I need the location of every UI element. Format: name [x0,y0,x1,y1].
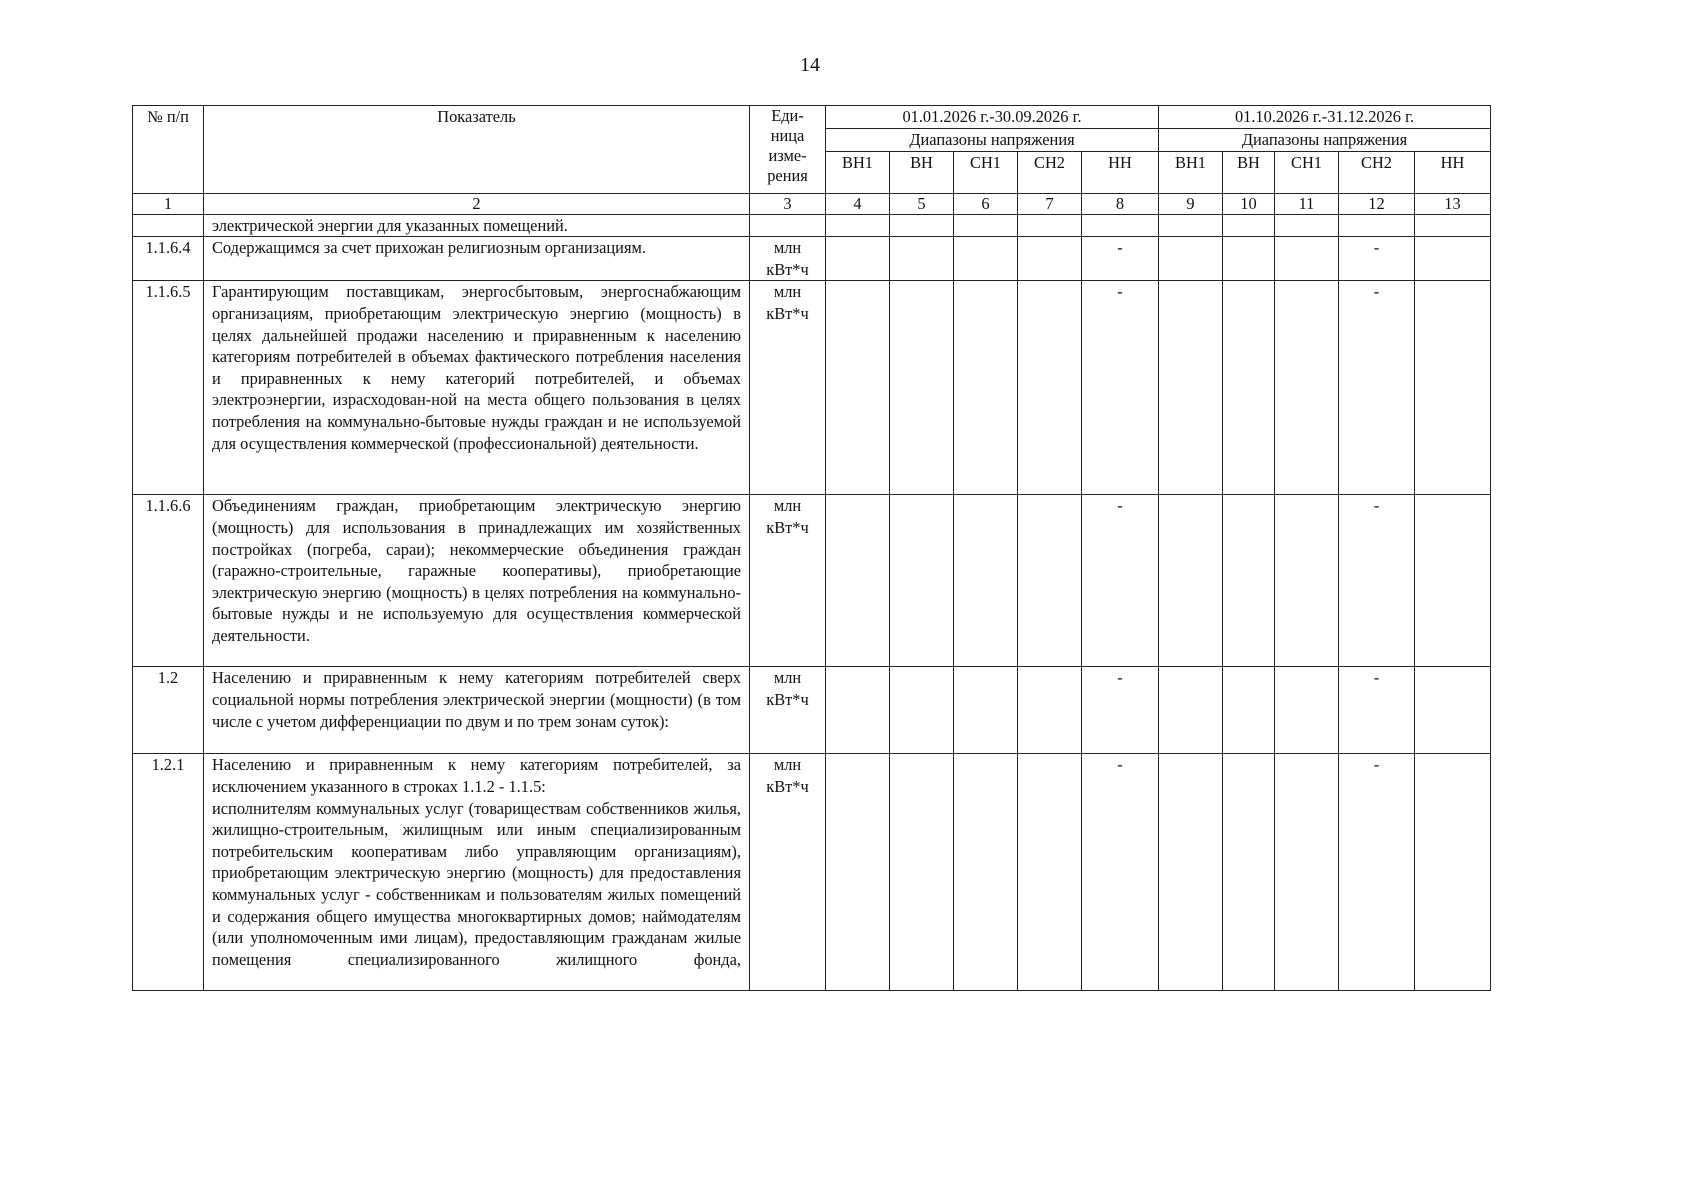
row-number: 1.2.1 [133,754,204,991]
header-ranges-2: Диапазоны напряжения [1159,129,1491,152]
value-cell: - [1082,281,1159,495]
table-cell-empty [954,281,1018,495]
table-row [133,237,1491,281]
table-cell-empty [954,495,1018,667]
header-period-2: 01.10.2026 г.-31.12.2026 г. [1159,106,1491,129]
row-indicator-para: Населению и приравненным к нему категориям потребителей, за исключением указанного в строках 1.1.2 - 1.1.5: [212,755,741,796]
table-cell-empty [1018,667,1082,754]
page-number: 14 [800,54,820,76]
header-voltage: СН2 [1339,151,1415,193]
unit-line: кВт*ч [766,303,809,323]
table-cell-empty [1275,237,1339,281]
header-ranges-1: Диапазоны напряжения [826,129,1159,152]
table-cell-empty [1415,667,1491,754]
column-number: 12 [1339,193,1415,214]
table-cell-empty [1018,214,1082,237]
table-cell-empty [1275,214,1339,237]
table-cell-empty [890,495,954,667]
table-cell-empty [954,754,1018,991]
header-num: № п/п [133,106,204,194]
header-unit-line: рения [767,166,808,185]
row-unit [750,754,826,991]
row-indicator: Объединениям граждан, приобретающим электрическую энергию (мощность) для использования в принадлежащих им хозяйственных постройках (погреба, сараи); некоммерческие объединения граждан (гаражно-строительные, гаражные кооперативы), приобретающие электрическую энергию (мощность) в целях потребления на коммунально-бытовые нужды и не используемую для осуществления коммерческой деятельности. [204,495,750,667]
header-voltage: ВН1 [826,151,890,193]
header-voltage: НН [1082,151,1159,193]
row-indicator [204,754,750,991]
column-number: 8 [1082,193,1159,214]
value-cell: - [1339,495,1415,667]
table-cell-empty [1018,754,1082,991]
table-cell-empty [1275,495,1339,667]
row-number: 1.1.6.6 [133,495,204,667]
table-cell-empty [1223,237,1275,281]
header-unit-line: Еди- [771,106,804,125]
unit-line: млн [773,496,802,516]
table-cell-empty [1223,214,1275,237]
row-number: 1.1.6.5 [133,281,204,495]
column-number: 1 [133,193,204,214]
table-row [133,281,1491,495]
unit-line: кВт*ч [766,517,809,537]
table-cell-empty [1415,754,1491,991]
table-cell-empty [890,667,954,754]
table-cell-empty [133,214,204,237]
row-unit [750,237,826,281]
table-cell-empty [1159,281,1223,495]
table-cell-empty [954,214,1018,237]
column-number: 3 [750,193,826,214]
column-number: 2 [204,193,750,214]
column-numbers-row [133,193,1491,214]
table-cell-empty [826,214,890,237]
row-indicator: Населению и приравненным к нему категориям потребителей сверх социальной нормы потребления электрической энергии (мощности) (в том числе с учетом дифференциации по двум и по трем зонам суток): [204,667,750,754]
table-cell-empty [890,281,954,495]
tariff-table [132,105,1491,991]
value-cell: - [1082,667,1159,754]
unit-line: млн [773,755,802,775]
column-number: 7 [1018,193,1082,214]
value-cell: - [1082,495,1159,667]
header-unit-line: ница [770,126,805,145]
row-unit [750,281,826,495]
row-unit [750,667,826,754]
column-number: 5 [890,193,954,214]
table-cell-empty [1159,495,1223,667]
header-voltage: НН [1415,151,1491,193]
table-cell-empty [1275,754,1339,991]
header-voltage: ВН [890,151,954,193]
table-cell-empty [1159,237,1223,281]
table-cell-empty [826,495,890,667]
table-cell-empty [890,754,954,991]
table-cell-empty [1159,667,1223,754]
unit-line: кВт*ч [766,259,809,279]
unit-line: млн [773,238,802,258]
column-number: 13 [1415,193,1491,214]
header-period-1: 01.01.2026 г.-30.09.2026 г. [826,106,1159,129]
table-cell-empty [1415,237,1491,281]
table-cell-empty [826,754,890,991]
unit-line: кВт*ч [766,776,809,796]
table-cell-empty [1275,281,1339,495]
table-cell-empty [1018,281,1082,495]
table-cell-empty [750,214,826,237]
table-cell-empty [1223,281,1275,495]
value-cell: - [1339,281,1415,495]
table-cell-empty [1275,667,1339,754]
unit-line: млн [773,668,802,688]
table-row [133,667,1491,754]
table-cell-empty [1223,495,1275,667]
header-voltage: СН2 [1018,151,1082,193]
table-cell-empty [1159,214,1223,237]
unit-line: кВт*ч [766,689,809,709]
table-cell-empty [954,667,1018,754]
table-cell-empty [1159,754,1223,991]
header-unit-line: изме- [768,146,807,165]
header-row-1 [133,106,1491,129]
table-cell-empty [1018,495,1082,667]
column-number: 10 [1223,193,1275,214]
table-cell-empty [1018,237,1082,281]
table-cell-empty [1082,214,1159,237]
column-number: 6 [954,193,1018,214]
table-cell-empty [1415,281,1491,495]
row-indicator-para: исполнителям коммунальных услуг (товариществам собственников жилья, жилищно-строительным, жилищным или иным специализированным потребительским кооперативам либо управляющим организациям), приобретающим электрическую энергию (мощность) для предоставления коммунальных услуг - собственникам и пользователям жилых помещений и содержания общего имущества многоквартирных домов; наймодателям (или уполномоченным ими лицам), предоставляющим гражданам жилые помещения специализированного жилищного фонда, [212,798,741,969]
table-cell-empty [1415,495,1491,667]
table-cell-empty [954,237,1018,281]
table-cell-empty [1415,214,1491,237]
continuation-text: электрической энергии для указанных помещений. [204,214,750,237]
row-indicator: Гарантирующим поставщикам, энергосбытовым, энергоснабжающим организациям, приобретающим электрическую энергию (мощность) в целях дальнейшей продажи населению и приравненным к населению категориям потребителей в объемах фактического потребления населения и приравненных к нему категорий потребителей, и объемах электроэнергии, израсходован-ной на места общего пользования в целях потребления на коммунально-бытовые нужды граждан и не используемой для осуществления коммерческой (профессиональной) деятельности. [204,281,750,495]
header-indicator: Показатель [204,106,750,194]
column-number: 9 [1159,193,1223,214]
value-cell: - [1339,754,1415,991]
continuation-row [133,214,1491,237]
row-number: 1.2 [133,667,204,754]
table-cell-empty [1339,214,1415,237]
header-voltage: ВН1 [1159,151,1223,193]
row-unit [750,495,826,667]
row-indicator: Содержащимся за счет прихожан религиозным организациям. [204,237,750,281]
table-cell-empty [826,667,890,754]
header-voltage: СН1 [954,151,1018,193]
value-cell: - [1082,237,1159,281]
value-cell: - [1339,667,1415,754]
table-cell-empty [826,281,890,495]
table-cell-empty [890,237,954,281]
column-number: 11 [1275,193,1339,214]
table-cell-empty [1223,667,1275,754]
header-unit [750,106,826,194]
value-cell: - [1339,237,1415,281]
table-row [133,754,1491,991]
table-row [133,495,1491,667]
table-cell-empty [890,214,954,237]
table-cell-empty [1223,754,1275,991]
unit-line: млн [773,282,802,302]
column-number: 4 [826,193,890,214]
header-voltage: ВН [1223,151,1275,193]
value-cell: - [1082,754,1159,991]
table-cell-empty [826,237,890,281]
row-number: 1.1.6.4 [133,237,204,281]
header-voltage: СН1 [1275,151,1339,193]
